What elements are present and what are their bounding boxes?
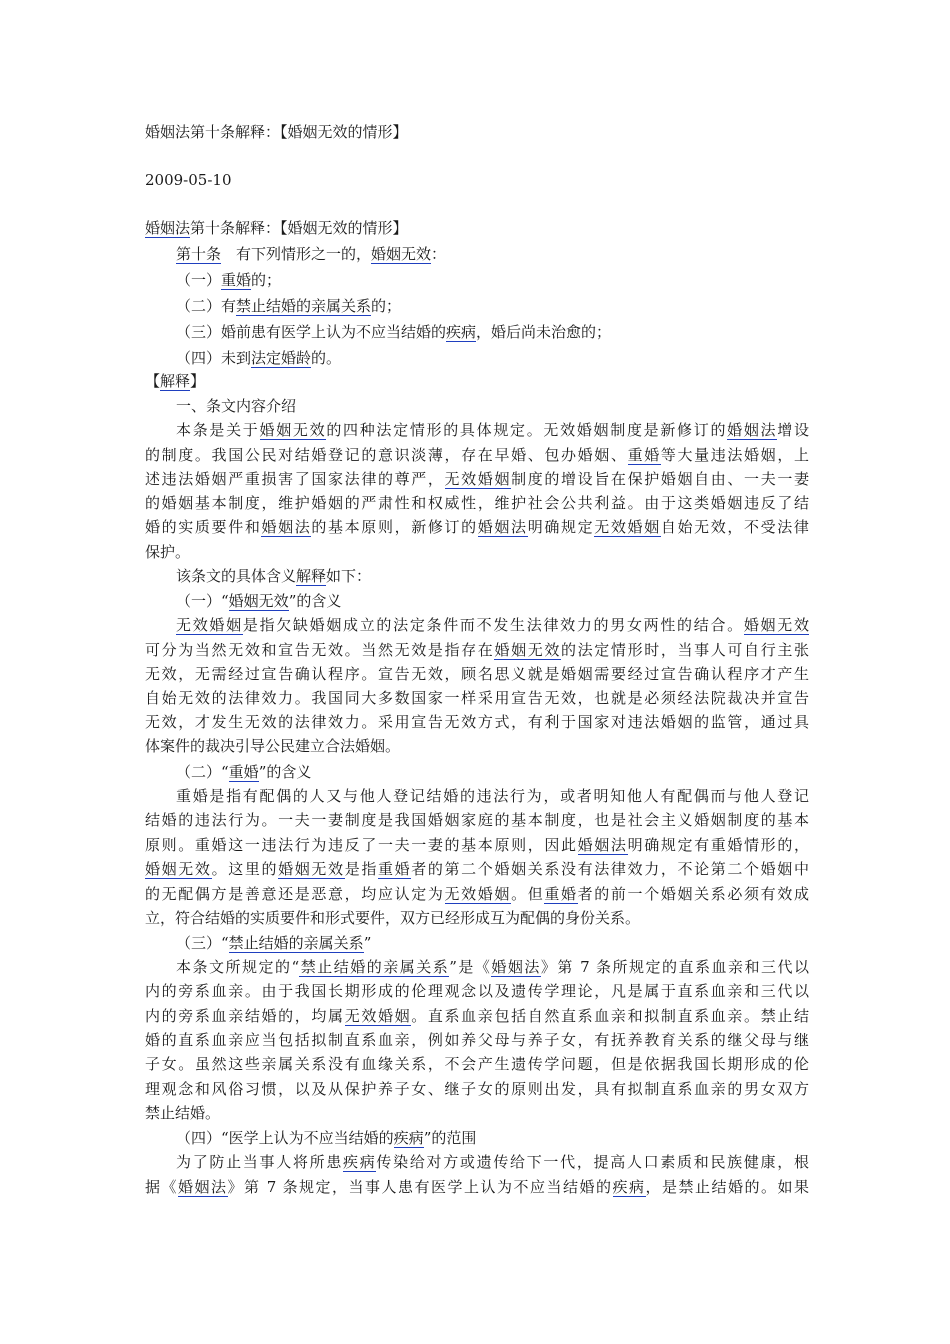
text-line [176,615,809,635]
text-segment: 保护。 [145,543,191,561]
text-segment: ： [431,245,447,263]
text-segment: 增设 [777,421,809,439]
text-segment: 明确规定有重婚情形的， [627,836,809,854]
text-segment: 者的前一个婚姻关系必须有效成 [577,885,809,903]
text-line [145,835,809,855]
hyperlink[interactable]: 禁止结婚的亲属关系 [299,958,450,976]
text-segment: 禁止结婚。 [145,1104,221,1122]
text-segment: 内的旁系血亲。由于我国长期形成的伦理观念以及遗传学理论，凡是属于直系血亲和三代以 [145,982,809,1000]
hyperlink[interactable]: 无效婚姻 [176,616,243,634]
text-line [176,591,809,611]
text-line [145,1079,809,1099]
text-line [145,884,809,904]
text-segment: 立，符合结婚的实质要件和形式要件，双方已经形成互为配偶的身份关系。 [145,909,641,927]
hyperlink[interactable]: 重婚 [221,271,252,289]
hyperlink[interactable]: 解释 [296,567,327,585]
text-segment: 该条文的具体含义 [176,567,297,585]
text-segment: ”是《 [449,958,492,976]
hyperlink[interactable]: 疾病 [393,1129,424,1147]
hyperlink[interactable]: 无效婚姻 [444,885,512,903]
text-segment: 的法定情形时，当事人可自行主张 [561,641,809,659]
text-line [176,296,809,316]
hyperlink[interactable]: 婚姻法 [477,518,528,536]
text-line [145,664,809,684]
text-segment: 的； [371,297,402,315]
text-line [176,762,809,782]
hyperlink[interactable]: 禁止结婚的亲属关系 [228,934,364,952]
text-line [145,640,809,660]
text-segment: 自始无效的法律效力。我国同大多数国家一样采用宣告无效，也就是必须经法院裁决并宣告 [145,689,809,707]
text-line [176,270,809,290]
text-segment: 述违法婚姻严重损害了国家法律的尊严， [145,470,445,488]
hyperlink[interactable]: 重婚 [377,860,412,878]
text-segment: （一）“ [176,592,229,610]
hyperlink[interactable]: 无效婚姻 [444,470,512,488]
text-segment: 婚的直系血亲应当包括拟制直系血亲，例如养父母与养子女，有抚养教育关系的继父母与继 [145,1031,809,1049]
text-segment: 内的旁系血亲结婚的，均属 [145,1007,345,1025]
text-segment: （四）未到 [176,349,252,367]
text-line [145,688,809,708]
text-segment: 第十条解释：【婚姻无效的情形】 [190,219,408,237]
text-segment: 是指欠缺婚姻成立的法定条件而不发生法律效力的男女两性的结合。 [242,616,744,634]
hyperlink[interactable]: 疾病 [612,1178,646,1196]
text-segment: 的四种法定情形的具体规定。无效婚姻制度是新修订的 [326,421,728,439]
text-segment: 制度的增设旨在保护婚姻自由、一夫一妻 [511,470,809,488]
text-line [145,908,809,928]
text-segment: ”的范围 [423,1129,477,1147]
text-line [145,981,809,1001]
hyperlink[interactable]: 禁止结婚的亲属关系 [236,297,372,315]
text-segment: （四）“医学上认为不应当结婚的 [176,1129,394,1147]
text-segment: 》第 7 条所规定的直系血亲和三代以 [540,958,809,976]
hyperlink[interactable]: 婚姻法 [261,518,312,536]
hyperlink[interactable]: 婚姻法 [178,1178,228,1196]
text-segment: 。直系血亲包括自然直系血亲和拟制直系血亲。禁止结 [411,1007,809,1025]
hyperlink[interactable]: 婚姻无效 [743,616,809,634]
text-segment: 可分为当然无效和宣告无效。当然无效是指存在 [145,641,495,659]
text-segment: 本条是关于 [176,421,260,439]
text-segment: （一） [176,271,222,289]
hyperlink[interactable]: 婚姻无效 [145,860,212,878]
text-segment: ，是禁止结婚的。如果 [645,1178,809,1196]
text-line [145,1006,809,1026]
text-segment: 】 [190,372,206,390]
text-segment: 为了防止当事人将所患 [176,1153,344,1171]
text-segment: 的无配偶方是善意还是恶意，均应认定为 [145,885,445,903]
text-segment: （二）有 [176,297,237,315]
hyperlink[interactable]: 疾病 [343,1153,377,1171]
text-line [145,1103,809,1123]
text-segment: 明确规定 [527,518,595,536]
text-segment: 的制度。我国公民对结婚登记的意识淡薄，存在早婚、包办婚姻、 [145,446,628,464]
text-line [145,371,809,391]
text-segment: 自始无效，不受法律 [660,518,809,536]
text-segment: （三）“ [176,934,229,952]
text-line [145,218,809,238]
text-segment: 。这里的 [211,860,279,878]
text-line [145,859,809,879]
text-line [176,244,809,264]
text-line [145,1177,809,1197]
text-line [145,493,809,513]
text-line [176,933,809,953]
text-segment: ”的含义 [288,592,342,610]
text-segment: 结婚的违法行为。一夫一妻制度是我国婚姻家庭的基本制度，也是社会主义婚姻制度的基本 [145,811,809,829]
hyperlink[interactable]: 婚姻无效 [228,592,289,610]
text-segment: 如下： [326,567,372,585]
text-segment: 体案件的裁决引导公民建立合法婚姻。 [145,737,401,755]
text-segment: 重婚是指有配偶的人又与他人登记结婚的违法行为，或者明知他人有配偶而与他人登记 [176,787,809,805]
text-segment: 有下列情形之一的， [221,245,372,263]
text-line [176,957,809,977]
hyperlink[interactable]: 无效婚姻 [594,518,661,536]
text-line [145,1054,809,1074]
text-line [145,1030,809,1050]
text-line [145,712,809,732]
hyperlink[interactable]: 重婚 [544,885,578,903]
text-segment: 的。 [311,349,342,367]
hyperlink[interactable]: 婚姻无效 [371,245,432,263]
hyperlink[interactable]: 重婚 [627,446,661,464]
text-segment: 婚的实质要件和 [145,518,262,536]
text-segment: 传染给对方或遗传给下一代，提高人口素质和民族健康，根 [376,1153,809,1171]
text-line [176,420,809,440]
hyperlink[interactable]: 婚姻无效 [259,421,327,439]
text-segment: 【 [145,372,161,390]
text-segment: 原则。重婚这一违法行为违反了一夫一妻的基本原则，因此 [145,836,578,854]
text-segment: 。但 [511,885,545,903]
text-segment: 的婚姻基本制度，维护婚姻的严肃性和权威性，维护社会公共利益。由于这类婚姻违反了结 [145,494,809,512]
text-segment: 无效，才发生无效的法律效力。采用宣告无效方式，有利于国家对违法婚姻的监管，通过具 [145,713,809,731]
hyperlink[interactable]: 无效婚姻 [344,1007,412,1025]
text-segment: ，婚后尚未治愈的； [476,323,612,341]
text-segment: 等大量违法婚姻，上 [660,446,809,464]
hyperlink[interactable]: 婚姻无效 [494,641,562,659]
text-segment: 一、条文内容介绍 [176,397,297,415]
text-line [176,1128,809,1148]
text-segment: 是指 [344,860,378,878]
hyperlink[interactable]: 婚姻无效 [278,860,345,878]
text-line [145,542,809,562]
hyperlink[interactable]: 解释 [160,372,191,390]
text-segment: 子女。虽然这些亲属关系没有血缘关系，不会产生遗传学问题，但是依据我国长期形成的伦 [145,1055,809,1073]
text-segment: 者的第二个婚姻关系没有法律效力，不论第二个婚姻中 [411,860,809,878]
text-line [145,736,809,756]
text-line [176,1152,809,1172]
text-segment: （三）婚前患有医学上认为不应当结婚的 [176,323,447,341]
text-line [176,566,809,586]
text-line [145,445,809,465]
text-segment: 》第 7 条规定，当事人患有医学上认为不应当结婚的 [227,1178,613,1196]
text-segment: 无效，无需经过宣告确认程序。宣告无效，顾名思义就是婚姻需要经过宣告确认程序才产生 [145,665,809,683]
text-segment: ” [363,934,372,952]
document-title: 婚姻法第十条解释：【婚姻无效的情形】 [145,123,408,141]
hyperlink[interactable]: 疾病 [446,323,477,341]
text-segment: 据《 [145,1178,178,1196]
text-segment: 的； [251,271,282,289]
hyperlink[interactable]: 婚姻法 [577,836,628,854]
text-segment: （二）“ [176,763,229,781]
hyperlink[interactable]: 第十条 [176,245,222,263]
hyperlink[interactable]: 法定婚龄 [251,349,312,367]
hyperlink[interactable]: 婚姻法 [727,421,778,439]
document-date: 2009-05-10 [145,171,232,189]
text-line [145,469,809,489]
hyperlink[interactable]: 婚姻法 [145,219,191,237]
text-segment: 的基本原则，新修订的 [311,518,478,536]
text-line [145,810,809,830]
text-line [176,322,809,342]
text-segment: ”的含义 [258,763,312,781]
hyperlink[interactable]: 重婚 [228,763,259,781]
text-line [176,348,809,368]
text-line [145,517,809,537]
text-segment: 理观念和风俗习惯，以及从保护养子女、继子女的原则出发，具有拟制直系血亲的男女双方 [145,1080,809,1098]
text-line [176,786,809,806]
hyperlink[interactable]: 婚姻法 [491,958,541,976]
text-line [176,396,809,416]
text-segment: 本条文所规定的“ [176,958,300,976]
